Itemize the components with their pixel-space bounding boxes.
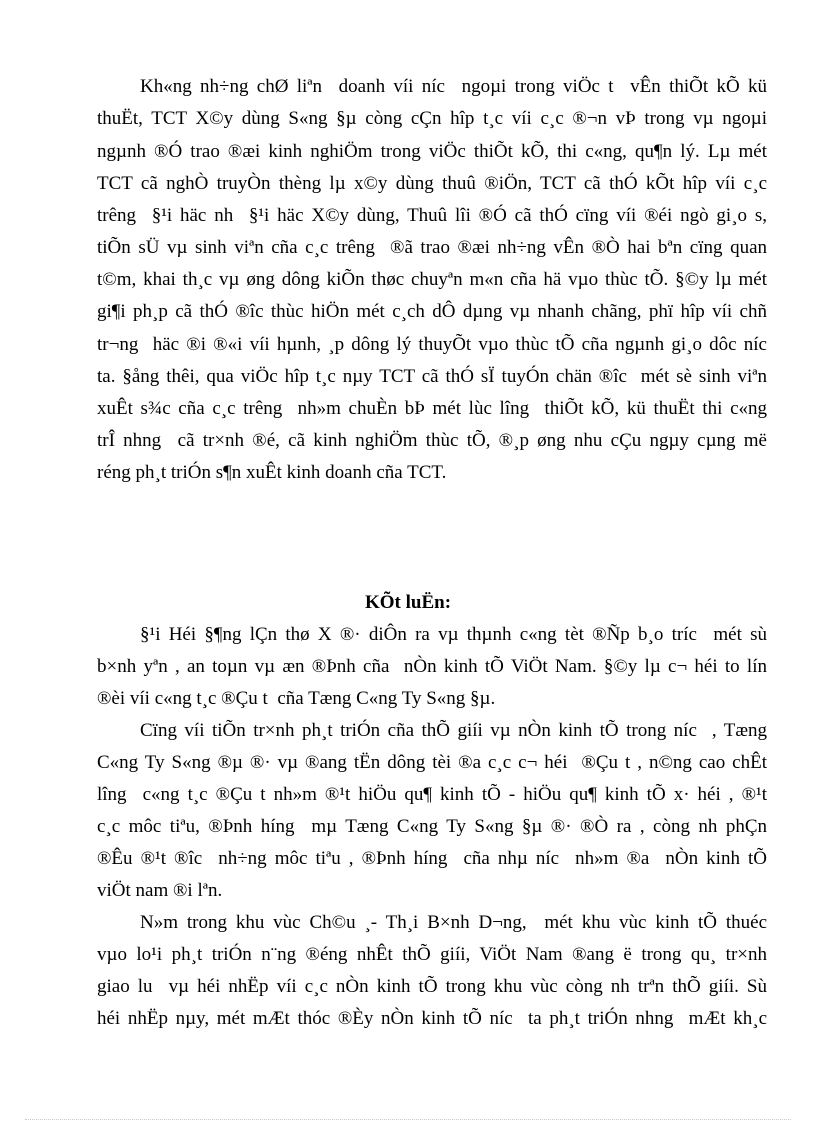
text-line: thuËt, TCT X©y dùng S«ng §µ còng cÇn hîp t¸c víi c¸c ®¬n vÞ trong vµ ngoµi	[97, 108, 767, 129]
text-line: réng ph¸t triÓn s¶n xuÊt kinh doanh cña TCT.	[97, 462, 447, 483]
text-line: gi¶i ph¸p cã thÓ ®îc thùc hiÖn mét c¸ch dÔ dµng vµ nhanh chãng, phï hîp víi chñ	[97, 301, 767, 322]
text-line: giao lu vµ héi nhËp víi c¸c nÒn kinh tÕ trong khu vùc còng nh trªn thÕ giíi. Sù	[97, 976, 767, 997]
text-line: N»m trong khu vùc Ch©u ¸- Th¸i B×nh D¬ng, mét khu vùc kinh tÕ thuéc	[140, 912, 767, 933]
text-line: §¹i Héi §¶ng lÇn thø X ®· diÔn ra vµ thµnh c«ng tèt ®Ñp b¸o tríc mét sù	[140, 624, 767, 645]
text-line: C«ng Ty S«ng ®µ ®· vµ ®ang tËn dông tèi ®a c¸c c¬ héi ®Çu t , n©ng cao chÊt	[97, 752, 767, 773]
text-line: trÎ nhng cã tr×nh ®é, cã kinh nghiÖm thùc tÕ, ®¸p øng nhu cÇu ngµy cµng më	[97, 430, 767, 451]
text-line: héi nhËp nµy, mét mÆt thóc ®Èy nÒn kinh tÕ níc ta ph¸t triÓn nhng mÆt kh¸c	[97, 1008, 767, 1029]
text-line: lîng c«ng t¸c ®Çu t nh»m ®¹t hiÖu qu¶ kinh tÕ - hiÖu qu¶ kinh tÕ x· héi , ®¹t	[97, 784, 767, 805]
text-line: t©m, khai th¸c vµ øng dông kiÕn thøc chuyªn m«n cña hä vµo thùc tÕ. §©y lµ mét	[97, 269, 767, 290]
text-line: xuÊt s¾c cña c¸c trêng nh»m chuÈn bÞ mét lùc lîng thiÕt kÕ, kü thuËt thi c«ng	[97, 398, 767, 419]
text-line: tr¬ng häc ®i ®«i víi hµnh, ¸p dông lý thuyÕt vµo thùc tÕ cña ngµnh gi¸o dôc níc	[97, 334, 767, 355]
text-line: trêng §¹i häc nh §¹i häc X©y dùng, Thuû lîi ®Ó cã thÓ cïng víi ®éi ngò gi¸o s,	[97, 205, 767, 226]
text-line: ®èi víi c«ng t¸c ®Çu t cña Tæng C«ng Ty S«ng §µ.	[97, 688, 496, 709]
text-line: Cïng víi tiÕn tr×nh ph¸t triÓn cña thÕ giíi vµ nÒn kinh tÕ trong níc , Tæng	[140, 720, 767, 741]
text-line: ngµnh ®Ó trao ®æi kinh nghiÖm trong viÖc thiÕt kÕ, thi c«ng, qu¶n lý. Lµ mét	[97, 141, 767, 162]
text-line: c¸c môc tiªu, ®Þnh híng mµ Tæng C«ng Ty S«ng §µ ®· ®Ò ra , còng nh phÇn	[97, 816, 767, 837]
section-heading: KÕt luËn:	[364, 592, 452, 613]
text-line: vµo lo¹i ph¸t triÓn n¨ng ®éng nhÊt thÕ giíi, ViÖt Nam ®ang ë trong qu¸ tr×nh	[97, 944, 767, 965]
text-line: TCT cã nghÒ truyÒn thèng lµ x©y dùng thuû ®iÖn, TCT cã thÓ kÕt hîp víi c¸c	[97, 173, 767, 194]
text-line: ®Êu ®¹t ®îc nh÷ng môc tiªu , ®Þnh híng cña nhµ níc nh»m ®a nÒn kinh tÕ	[97, 848, 767, 869]
text-line: tiÕn sÜ vµ sinh viªn cña c¸c trêng ®ã trao ®æi nh÷ng vÊn ®Ò hai bªn cïng quan	[97, 237, 767, 258]
page-bottom-divider	[25, 1119, 791, 1120]
text-line: Kh«ng nh÷ng chØ liªn doanh víi níc ngoµi trong viÖc t vÊn thiÕt kÕ kü	[140, 76, 767, 97]
text-line: ta. §ång thêi, qua viÖc hîp t¸c nµy TCT cã thÓ sÏ tuyÓn chän ®îc mét sè sinh viªn	[97, 366, 767, 387]
text-line: b×nh yªn , an toµn vµ æn ®Þnh cña nÒn kinh tÕ ViÖt Nam. §©y lµ c¬ héi to lín	[97, 656, 767, 677]
text-line: viÖt nam ®i lªn.	[97, 880, 223, 901]
